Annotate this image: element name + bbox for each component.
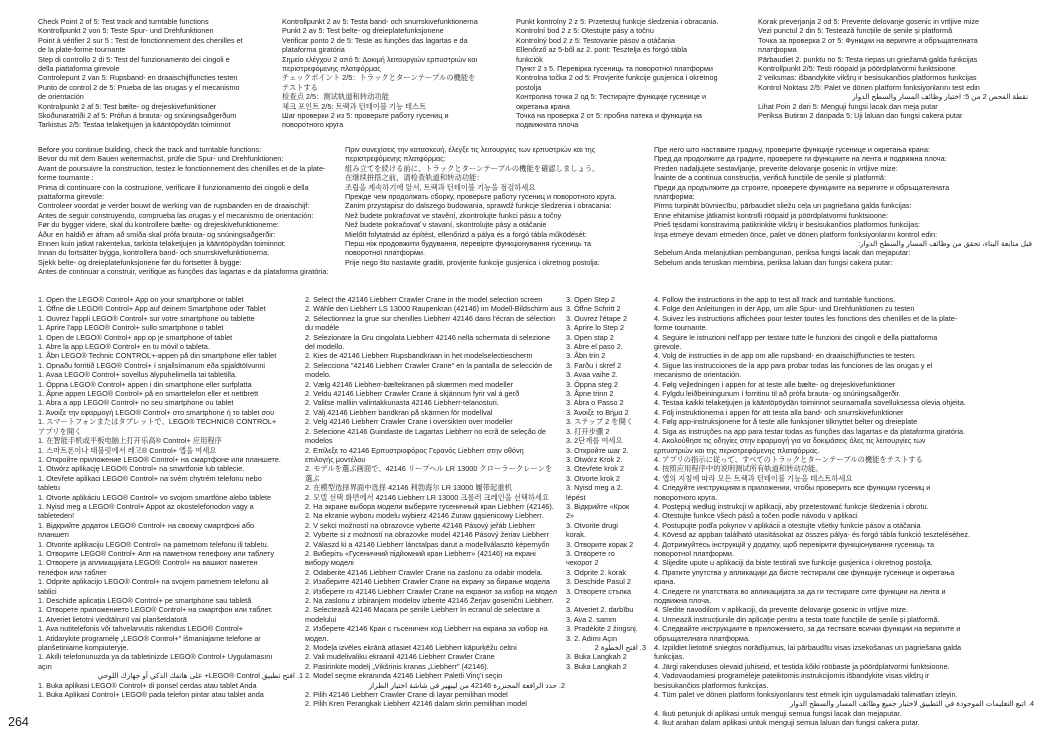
text-line: 1. Отворите LEGO® Control+ Апп на паметном телефону или таблету: [38, 548, 275, 558]
text-line: 3. 2단계를 여세요: [566, 436, 623, 446]
text-line: 4. Vadovaudamiesi programėlėje pateiktomis instrukcijomis išbandykite visas vikšrų ir: [654, 671, 930, 681]
text-line: Punkt kontrolny 2 z 5: Przetestuj funkcje śledzenia i obracania.: [516, 17, 719, 26]
checkpoint-heading-block-4: [758, 17, 1028, 120]
text-line: 3. Öffne Schritt 2: [566, 304, 621, 314]
text-line: 2. Na zaslonu z izbiranjem modelov izberite 42146 Žerjav gosenični Liebherr.: [305, 596, 554, 605]
text-line: 2. Wähle den Liebherr LS 13000 Raupenkran (42146) im Modell-Bildschirm aus: [305, 304, 563, 314]
text-line: de orientación: [38, 92, 84, 102]
text-line: Prima di continuare con la costruzione, verificare il funzionamento dei cingoli e della: [38, 182, 309, 192]
text-line: 2. Изберете го 42146 Liebherr Crawler Crane на екранот за избор на модел: [305, 586, 557, 596]
text-line: 2. 在模型选择界面中选择 42146 利勃海尔 LR 13000 履带起重机: [305, 483, 512, 493]
text-line: Antes de continuar a construir, verifique as funções das lagartas e da plataforma giratória:: [38, 267, 329, 277]
text-line: de la plate-forme tournante: [38, 45, 126, 55]
text-line: 4. Izpildiet lietotnē sniegtos norādījumus, lai pārbaudītu visas izsekošanas un pagriešana galda: [654, 643, 962, 653]
step-3-instructions: [566, 295, 646, 671]
text-line: テストする: [282, 82, 318, 92]
text-line: 1. Άνοιξε την εφαρμογή LEGO® Control+ στο smartphone ή το tablet σου: [38, 407, 275, 417]
text-line: Controleer voordat je verder bouwt de werking van de rupsbanden en de draaischijf:: [38, 201, 310, 211]
text-line: подвижна плоча.: [654, 596, 712, 605]
text-line: Pārbaudiet 2. punktu no 5: Testa riepas un griežamā galda funkcijas: [758, 54, 978, 64]
text-line: 4. アプリの指示に従って、すべてのトラックとターンテーブルの機能をテストする: [654, 454, 923, 464]
text-line: 2. Изаберите 42146 Liebherr Crawler Crane на екрану за бирање модела: [305, 577, 550, 587]
text-line: телефон или таблет: [38, 567, 107, 577]
text-line: Vezi punctul 2 din 5: Testează funcțiile de șenile și platformă: [758, 26, 953, 36]
text-line: 2 veiksmas: išbandykite vikšrų ir besisukančios platformos funkcijas: [758, 73, 977, 83]
text-line: 4. Volg de instructies in de app om alle rupsband- en draaischijffuncties te testen.: [654, 351, 916, 361]
text-line: 1. Otvorte aplikáciu LEGO® Control+ vo svojom smartfóne alebo tablete: [38, 492, 272, 502]
intro-paragraph-block-3: [654, 145, 1032, 267]
text-line: 4. Følg app-instruksjonene for å teste alle funksjoner tilknyttet belter og dreieplate: [654, 417, 918, 427]
text-line: 3. Open Step 2: [566, 295, 616, 304]
text-line: tableteden!: [38, 511, 75, 521]
text-line: funkciók: [516, 54, 543, 64]
text-line: Pirms turpināt būvniecību, pārbaudiet sliežu ceļa un pagriešana galda funkcijas:: [654, 201, 912, 211]
text-line: 1. スマートフォンまたはタブレットで、LEGO® TECHNIC® CONTROL+: [38, 417, 277, 427]
text-line: Перш ніж продовжити будування, перевірте функціонування гусениць та: [345, 239, 591, 249]
text-line: вибору моделі: [305, 558, 354, 568]
text-line: Πριν συνεχίσεις την κατασκευή, έλεγξε τις λειτουργίες των ερπυστριών και της: [345, 145, 596, 154]
text-line: 1. افتح تطبيق LEGO® Control+ على هاتفك الذكي أو جهازك اللوحي: [97, 671, 303, 681]
text-line: Σημείο ελέγχου 2 από 5: Δοκιμή λειτουργιών ερπυστριών και: [282, 54, 478, 64]
text-line: Kontrollpunkt 2 von 5: Teste Spur- und Drehfunktionen: [38, 26, 214, 36]
text-line: 4. Otestujte funkce všech pásů a točen podle návodu v aplikaci: [654, 511, 858, 521]
text-line: Пре него што наставите градњу, проверите функције гусенице и окретања крана:: [654, 145, 930, 154]
text-line: 2. Valitse malliin valintakkunasta 42146 Liebherr-telanosturi.: [305, 398, 499, 408]
text-line: アプリを開く: [38, 426, 82, 436]
text-line: Ennen kuin jatkat rakentelua, tarkista telaketjujen ja kääntöpöydän toiminnot:: [38, 239, 286, 249]
checkpoint-heading-block-2: [282, 17, 512, 130]
text-line: Avant de poursuivre la construction, testez le fonctionnement des chenilles et de la plate-: [38, 163, 326, 173]
text-line: Kontrolní bod 2 z 5: Otestujte pásy a točnu: [516, 26, 654, 36]
text-line: Áður en haldið er áfram að smíða skal prófa brauta- og snúningsaðgerðir:: [38, 229, 276, 239]
text-line: 2. Selezionare la Gru cingolata Liebherr 42146 nella schermata di selezione: [305, 332, 551, 342]
text-line: 2. Επίλεξε το 42146 Ερπυστριοφόρος Γερανός Liebherr στην οθόνη: [305, 445, 524, 455]
text-line: açın: [38, 661, 52, 671]
text-line: planšetiniame kompiuteryje.: [38, 643, 129, 653]
text-line: 4. Следете ги упатствата во апликацијата за да ги тестирате сите функции на лента и: [654, 586, 946, 596]
text-line: 1. Otevřete aplikaci LEGO® Control+ na svém chytrém telefonu nebo: [38, 473, 262, 483]
text-line: lépést: [566, 492, 586, 502]
text-line: 3. Nyisd meg a 2.: [566, 483, 623, 493]
text-line: نقطة الفحص 2 من 5: اختبار وظائف المسار والسطح الدوار: [852, 92, 1028, 102]
text-line: 1. 스마트폰이나 태블릿에서 레고® Control+ 앱을 여세요: [38, 445, 217, 455]
text-line: Punto de control 2 de 5: Prueba de las orugas y el mecanismo: [38, 82, 240, 92]
text-line: Пред да продолжите да градите, проверете ги функциите на лента и подвижна плоча:: [654, 154, 947, 164]
text-line: Innan du fortsätter bygga, kontrollera band- och snurrskivefunktionerna:: [38, 248, 270, 258]
text-line: 3. Abre el paso 2.: [566, 342, 623, 352]
checkpoint-heading-block-1: [38, 17, 278, 130]
text-line: 1. Avaa LEGO® Control+ sovellus älypuhelimella tai tabletilla.: [38, 370, 237, 380]
text-line: 1. Atidarykite programėlę „LEGO® Control+" išmaniajame telefone ar: [38, 633, 261, 643]
text-line: mecanismo de orientación.: [654, 370, 742, 380]
text-line: модел.: [305, 633, 329, 643]
text-line: 1. Öffne die LEGO® Control+ App auf deinem Smartphone oder Tablet: [38, 304, 266, 314]
text-line: 1. Abra a app LEGO® Control+ no seu smartphone ou tablet: [38, 398, 234, 408]
text-line: 2. モデルを選ぶ画面で、42146 リープヘル LR 13000 クローラークレーンを: [305, 464, 553, 474]
text-line: 3. Отворете стъпка: [566, 586, 632, 596]
text-line: 1. Open the LEGO® Control+ App on your smartphone or tablet: [38, 295, 244, 304]
page-number: 264: [8, 715, 29, 729]
text-line: Prieš tęsdami konstravimą patikrinkite vikšrų ir besisukančios platformos funkcijas:: [654, 220, 921, 230]
text-line: 4. Дотримуйтесь інструкцій у додатку, щоб перевірити функціонування гусениць та: [654, 539, 935, 549]
text-line: 1. Откройте приложение LEGO® Control+ на смартфоне или планшете.: [38, 454, 281, 464]
text-line: 4. Следвайте инструкциите в приложението, за да тествате всички функции на веригите и: [654, 624, 961, 634]
text-line: 4. Следуйте инструкциям в приложении, чтобы проверить все функции гусениц и: [654, 483, 931, 493]
text-line: Korak preverjanja 2 od 5: Preverite delovanje gosenic in vrtljive mize: [758, 17, 980, 26]
text-line: della piattaforma girevole: [38, 64, 120, 74]
text-line: Пункт 2 з 5. Перевірка гусениць та поворотної платформи: [516, 64, 713, 74]
text-line: Kontrollpunkt 2 av 5: Testa band- och snurrskivefunktionerna: [282, 17, 478, 26]
text-line: Punkt 2 av 5: Test belte- og dreieplatefunksjonene: [282, 26, 444, 36]
text-line: Kontrol Noktası 2/5: Palet ve dönen platform fonksiyonlarını test edin: [758, 82, 980, 92]
text-line: 2. Pilih Kren Perangkak Liebherr 42146 dalam skrin pemilihan model: [305, 699, 527, 709]
step-2-instructions: [305, 295, 565, 709]
text-line: 4. Järgi rakenduses olevaid juhiseid, et testida kõiki rööbaste ja pöördplatvormi funktsioone.: [654, 661, 950, 671]
step-1-instructions: [38, 295, 303, 699]
text-line: 3. Åpne trinn 2: [566, 389, 614, 399]
text-line: Lihat Poin 2 dari 5: Menguji fungsi lacak dan meja putar: [758, 101, 938, 111]
checkpoint-heading-block-3: [516, 17, 754, 130]
text-line: 3. Otwórz Krok 2.: [566, 454, 623, 464]
text-line: Kontrollpunkt 2/5: Testi rööpaid ja pöördplatvormi funktsioone: [758, 64, 956, 74]
text-line: girevole.: [654, 342, 682, 352]
text-line: チェックポイント 2/5：トラックとターンテーブルの機能を: [282, 73, 476, 83]
text-line: 3. Odprite 2. korak: [566, 567, 627, 577]
text-line: Antes de seguir construyendo, comprueba las orugas y el mecanismo de orientación:: [38, 210, 314, 220]
text-line: поворотної платформи.: [654, 548, 734, 558]
text-line: 2. Vali mudelivaliku ekraanil 42146 Liebherr Crawler Crane: [305, 652, 495, 662]
text-line: окретања крана: [516, 101, 570, 111]
text-line: 3. Ouvrez l'étape 2: [566, 313, 628, 323]
text-line: 1. Abre la app LEGO® Control+ en tu móvil o tableta.: [38, 342, 210, 352]
text-line: 在继续拼搭之前，请检查轨道和转动功能：: [345, 173, 484, 183]
text-line: İnşa etmeye devam etmeden önce, palet ve dönen platform fonksiyonlarını kontrol edin:: [654, 229, 938, 239]
text-line: Skoðunaratriði 2 af 5: Prófun á brauta- og snúningsaðgerðum: [38, 111, 237, 121]
text-line: 4. Ακολούθησε τις οδηγίες στην εφαρμογή για να δοκιμάσεις όλες τις λειτουργίες των: [654, 436, 926, 446]
text-line: tabletu: [38, 483, 60, 493]
text-line: 1. Nyisd meg a LEGO® Control+ Appot az okostelefonodon vagy a: [38, 501, 254, 511]
text-line: Než budete pokračovat ve stavění, zkontrolujte funkci pásu a točny: [345, 210, 562, 220]
text-line: du modèle: [305, 323, 340, 333]
text-line: 4. Ikuti petunjuk di aplikasi untuk menguji semua fungsi lacak dan mejaputar.: [654, 708, 902, 718]
text-line: 3. Öppna steg 2: [566, 379, 618, 389]
text-line: 4. Følg vejledningen i appen for at teste alle bælte- og drejeskivefunktioner: [654, 379, 896, 389]
text-line: Enne ehitamise jätkamist kontrolli rööpaid ja pöördplatvormi funktsioone:: [654, 210, 889, 220]
text-line: Verificar ponto 2 de 5: Teste as funções das lagartas e da: [282, 35, 468, 45]
text-line: 3. Відкрийте «Крок: [566, 501, 630, 511]
text-line: Než budete pokračovať v stavaní, skontrolujte pásy a otáčanie: [345, 220, 547, 230]
text-line: 3. Buka Langkah 2: [566, 661, 627, 671]
text-line: Ellenőrző az 5-ből az 2. pont: Teszteljа és forgó tábla: [516, 45, 688, 55]
text-line: Periksa Butiran 2 daripada 5: Uji laluan dan fungsi cakera putar: [758, 111, 963, 121]
text-line: 選ぶ: [305, 473, 320, 483]
text-line: Sjekk belte- og dreieplatefunksjonene før du fortsetter å bygge:: [38, 257, 242, 267]
text-line: 1. Åpne appen LEGO® Control+ på en smarttelefon eller et nettbrett: [38, 389, 259, 399]
text-line: Controlepunt 2 van 5: Rupsband- en draaischijffuncties testen: [38, 73, 238, 83]
text-line: 4. Suivez les instructions affichées pour tester toutes les fonctions des chenilles et de la plate-: [654, 313, 958, 323]
text-line: Tarkistus 2/5: Testaa telaketjujen ja kääntöpöydän toiminnot: [38, 120, 231, 130]
text-line: Check Point 2 of 5: Test track and turntable functions: [38, 17, 209, 26]
text-line: modelului: [305, 614, 337, 624]
text-line: обръщателната платформа.: [654, 633, 751, 643]
text-line: 4. Postępuj według instrukcji w aplikacji, aby przetestować funkcje śledzenia i obrotu.: [654, 501, 929, 511]
text-line: Before you continue building, check the track and turntable functions:: [38, 145, 262, 154]
text-line: 3. Άνοιξε το Βήμα 2: [566, 407, 629, 417]
text-line: 1. Buka aplikasi LEGO® Control+ di ponsel cerdas atau tablet Anda: [38, 680, 257, 690]
text-line: 1. Åbn LEGO® Technic CONTROL+-appen på din smartphone eller tablet: [38, 351, 277, 361]
text-line: Kontrolna točka 2 od 5: Provjerite funkcije gusjenica i okretnog: [516, 73, 718, 83]
text-line: 組み立てを続ける前に、トラックとターンテーブルの機能を確認しましょう。: [345, 163, 600, 173]
text-line: 3. Отворите корак 2: [566, 539, 634, 549]
text-line: 4. Пратите упутства у апликацији да бисте тестирали све функције гусенице и окретања: [654, 567, 955, 577]
text-line: Контролна точка 2 од 5: Тестирајте функције гусенице и: [516, 92, 707, 102]
text-line: 1. Відкрийте додаток LEGO® Control+ на своєму смартфоні або: [38, 520, 255, 530]
text-line: del modello.: [305, 342, 345, 352]
text-line: περιστρεφόμενης πλατφόρμας: [282, 64, 381, 74]
text-line: besisukančios platformos funkcijas.: [654, 680, 769, 690]
text-line: 3. Откройте шаг 2.: [566, 445, 629, 455]
text-line: поворотного круга.: [654, 492, 718, 502]
text-line: 2. Pilih 42146 Liebherr Crawler Crane di layar pemilihan model: [305, 690, 508, 700]
text-line: 2. Pasirinkite modelį „Vikšrinis kranas „Liebherr" (42146).: [305, 661, 489, 671]
text-line: 4. Siga as instruções na app para testar todas as funções das lagartas e da plataforma giratória.: [654, 426, 966, 436]
text-line: 4. 앱의 지침에 따라 모든 트랙과 턴테이블 기능을 테스트하세요: [654, 473, 853, 483]
text-line: 2. Velg 42146 Liebherr Crawler Crane i oversikten over modeller: [305, 417, 513, 427]
text-line: 3. Farðu í skref 2: [566, 360, 622, 370]
text-line: Înainte de a continua construcția, verifică funcțiile de șenile și platformă:: [654, 173, 887, 183]
text-line: postolja: [516, 82, 542, 92]
text-line: 1. Buka Aplikasi Control+ LEGO® pada telefon pintar atau tablet anda: [38, 690, 264, 700]
text-line: 1. Otvorite aplikaciju LEGO® Control+ na pametnom telefonu ili tabletu.: [38, 539, 269, 549]
text-line: 3. 2. Adımı Açın: [566, 633, 618, 643]
text-line: 3. Otevřete krok 2: [566, 464, 624, 474]
text-line: 2. V sekci možností na obrazovce vyberte 42146 Pásový jeřáb Liebherr: [305, 520, 536, 530]
text-line: 2. Sélectionnez la grue sur chenilles Liebherr 42146 dans l'écran de sélection: [305, 313, 556, 323]
text-line: 2. Válaszd ki a 42146 Liebherr lánctalpas darut a modellválasztó képernyőn: [305, 539, 550, 549]
text-line: 4. Slijedite upute u aplikaciji da biste testirali sve funkcije gusjenica i okretnog postolja.: [654, 558, 933, 568]
text-line: Prije nego što nastavite graditi, provjerite funkcije gusjenica i okretnog postolja:: [345, 257, 600, 267]
text-line: 3. 打开步骤 2: [566, 426, 610, 436]
text-line: 2. Odaberite 42146 Liebherr Crawler Crane na zaslonu za odabir modela.: [305, 567, 543, 577]
text-line: 3. Ava 2. samm: [566, 614, 617, 624]
text-line: 4. Följ instruktionerna i appen för att testa alla band- och snurrskivefunktioner: [654, 407, 904, 417]
text-line: 2. 모델 선택 화면에서 42146 Liebherr LR 13000 크롤러 크레인을 선택하세요: [305, 492, 550, 502]
text-line: Шаг проверки 2 из 5: проверьте работу гусениц и: [282, 111, 449, 121]
text-line: 조립을 계속하기에 앞서, 트랙과 턴테이블 기능을 점검하세요: [345, 182, 536, 192]
text-line: Preden nadaljujete sestavljanje, preverite delovanje gosenic in vrtljive mize:: [654, 163, 898, 173]
text-line: 2. Välj 42146 Liebherr bandkran på skärmen för modellval: [305, 407, 493, 417]
text-line: 1. 在智能手机或平板电脑上打开乐高® Control+ 应用程序: [38, 436, 222, 446]
text-line: 2. Na ekranie wyboru modelu wybierz 42146 Żuraw gąsienicowy Liebherr.: [305, 511, 544, 521]
text-line: Mielőtt folytatnád az építést, ellenőrizd a pálya és a forgó tábla működését:: [345, 229, 587, 239]
text-line: 2. На экране выбора модели выберите гусеничный кран Liebherr (42146).: [305, 501, 554, 511]
text-line: επιλογής μοντέλου: [305, 454, 366, 464]
text-line: ερπυστριών και της περιστρεφόμενης πλατφόρμας.: [654, 445, 820, 455]
text-line: 1. Akıllı telefonunuzda ya da tabletinizde LEGO® Control+ Uygulamasını: [38, 652, 273, 662]
text-line: 1. Отворете ја апликацијата LEGO® Control+ на вашиот паметен: [38, 558, 258, 568]
text-line: 1. Ava nutitelefonis või tahvelarvutis rakendus LEGO® Control+: [38, 624, 244, 634]
text-line: подвижната плоча: [516, 120, 579, 130]
text-line: 3. Otvorite drugi: [566, 520, 618, 530]
text-line: 2. Изберете 42146 Кран с гъсеничен ход Liebherr на екрана за избор на: [305, 624, 548, 634]
text-line: 1. Deschide aplicația LEGO® Control+ pe smartphone sau tabletă: [38, 596, 252, 605]
text-line: 1. Open de LEGO® Control+ app op je smartphone of tablet: [38, 332, 233, 342]
text-line: 3. ステップ 2 を開く: [566, 417, 634, 427]
text-line: платформа: [758, 45, 797, 55]
text-line: 3. Open stap 2: [566, 332, 614, 342]
text-line: 1. Отворете приложението LEGO® Control+ на смартфон или таблет.: [38, 605, 273, 615]
text-line: forme tournante :: [38, 173, 94, 183]
text-line: поворотної платформи.: [345, 248, 425, 258]
text-line: Преди да продължите да строите, проверете функциите на веригите и обръщателната: [654, 182, 950, 192]
text-line: 4. Postupujte podľa pokynov v aplikácii a otestujte všetky funkcie pásov a otáčania: [654, 520, 921, 530]
text-line: 2. Vælg 42146 Liebherr-bæltekranen på skærmen med modeller: [305, 379, 514, 389]
text-line: περιστρεφόμενης πλατφόρμας:: [345, 154, 446, 164]
text-line: 1. Odprite aplikacijo LEGO® Control+ na svojem pametnem telefonu ali: [38, 577, 269, 587]
text-line: 2. Modeļa izvēles ekrānā atlasiet 42146 Liebherr kāpurķēžu celtni: [305, 643, 517, 653]
text-line: 1. Atveriet lietotni viedtālrunī vai planšetdatorā: [38, 614, 187, 624]
text-line: Step di controllo 2 di 5: Test del funzionamento dei cingoli e: [38, 54, 230, 64]
text-line: 4. Sledite navodilom v aplikaciji, da preverite delovanje gosenic in vrtljive mize.: [654, 605, 908, 615]
text-line: 4. Ikut arahan dalam aplikasi untuk menguji semua laluan dan fungsi cakera putar.: [654, 718, 920, 728]
text-line: Kontrolpunkt 2 af 5: Test bælte- og drejeskivefunktioner: [38, 101, 217, 111]
text-line: Sebelum anda teruskan membina, periksa laluan dan fungsi cakera putar:: [654, 257, 893, 267]
text-line: 4. Testaa kaikki telaketjujen ja kääntöpöydän toiminnot seuraamalla sovelluksessa olevia ohjeita.: [654, 398, 966, 408]
text-line: 2: [566, 596, 571, 605]
text-line: forme tournante.: [654, 323, 708, 333]
text-line: 2. Kies de 42146 Liebherr Rupsbandkraan in het modelselectiescherm: [305, 351, 533, 361]
text-line: Før du bygger videre, skal du kontrollere bælte- og drejeskivefunktionerne:: [38, 220, 279, 230]
intro-paragraph-block-1: [38, 145, 336, 277]
text-line: 3. Buka Langkah 2: [566, 652, 627, 662]
text-line: Точка за проверка 2 от 5: Функции на веригите и обръщателната: [758, 35, 978, 45]
intro-paragraph-block-2: [345, 145, 640, 267]
text-line: 1. Aprire l'app LEGO® Control+ sullo smartphone o tablet: [38, 323, 224, 333]
text-line: поворотного круга: [282, 120, 344, 130]
text-line: 2. Vyberte si z možností na obrazovke model 42146 Pásový žeriav Liebherr: [305, 530, 549, 540]
text-line: 2. Model seçme ekranında 42146 Liebherr Paletli Vinç'i seçin: [305, 671, 503, 681]
text-line: Bevor du mit dem Bauen weitermachst, prüfe die Spur- und Drehfunktionen:: [38, 154, 284, 164]
text-line: 3. Atveriet 2. darbību: [566, 605, 634, 615]
text-line: 检查点 2/5：测试轨道和转动功能: [282, 92, 390, 102]
text-line: 4. Folge den Anleitungen in der App, um alle Spur- und Drehfunktionen zu testen: [654, 304, 915, 314]
text-line: 4. Fylgdu leiðbeiningunum í forritinu til að prófa brauta- og snúningsaðgerðir.: [654, 389, 901, 399]
text-line: modelos: [305, 436, 333, 446]
text-line: 2. Виберіть «Гусеничний підйомний кран Liebherr» (42146) на екрані: [305, 548, 536, 558]
text-line: Kontrolný bod 2 z 5: Testovanie pásov a otáčania: [516, 35, 675, 45]
text-line: 4. 按照应用程序中的说明测试所有轨道和转动功能。: [654, 464, 823, 474]
text-line: 3. Aprire lo Step 2: [566, 323, 625, 333]
text-line: Zanim przystąpisz do dalszego budowania, sprawdź funkcje śledzenia i obracania:: [345, 201, 612, 211]
text-line: 2»: [566, 511, 575, 521]
text-line: Прежде чем продолжать сборку, проверьте работу гусениц и поворотного круга.: [345, 192, 617, 202]
text-line: funkcijas.: [654, 652, 685, 662]
text-line: планшеті: [38, 530, 69, 540]
text-line: 2. Veldu 42146 Liebherr Crawler Crane á skjánnum fyrir val á gerð: [305, 389, 520, 399]
text-line: 4. اتبع التعليمات الموجودة في التطبيق لاختبار جميع وظائف المسار والسطح الدوار: [789, 699, 1034, 709]
text-line: чекорот 2: [566, 558, 599, 568]
text-line: 3. Отворете го: [566, 548, 615, 558]
text-line: piattaforma girevole:: [38, 192, 105, 202]
text-line: Sebelum Anda melanjutkan pembangunan, periksa fungsi lacak dan mejaputar:: [654, 248, 911, 258]
text-line: крана.: [654, 577, 676, 587]
text-line: 3. Pradėkite 2 žingsnį.: [566, 624, 638, 634]
text-line: plataforma giratória: [282, 45, 345, 55]
text-line: 2. Selectează 42146 Macara pe șenile Liebherr în ecranul de selectare a: [305, 605, 540, 615]
text-line: قبل متابعة البناء، تحقق من وظائف المسار والسطح الدوار:: [858, 239, 1032, 249]
text-line: 3. Avaa vaihe 2.: [566, 370, 618, 380]
text-line: 4. Kövesd az appban található utasításokat az összes pálya- és forgó tábla funkció teszteléséhez.: [654, 530, 970, 540]
text-line: 2. Selecciona "42146 Liebherr Crawler Crane" en la pantalla de selección de: [305, 360, 553, 370]
step-4-instructions: [654, 295, 1034, 728]
text-line: 2. Selecione 42146 Guindaste de Lagartas Liebherr no ecrã de seleção de: [305, 426, 546, 436]
text-line: 1. Otwórz aplikację LEGO® Control+ na smartfonie lub tablecie.: [38, 464, 245, 474]
text-line: 3. افتح الخطوة 2: [594, 643, 646, 653]
text-line: 1. Opnaðu forritið LEGO® Control+ í snjallsímanum eða spjaldtölvunni: [38, 360, 266, 370]
text-line: 2. Select the 42146 Liebherr Crawler Crane in the model selection screen: [305, 295, 543, 304]
text-line: Point à vérifier 2 sur 5 : Test de fonctionnement des chenilles et: [38, 35, 243, 45]
text-line: 4. Urmează instrucțiunile din aplicație pentru a testa toate funcțiile de șenile și platformă.: [654, 614, 940, 624]
text-line: 2. حدد الرافعة المجنزرة 42146 من ليبهير في شاشة اختيار الطراز: [368, 680, 565, 690]
text-line: 3. Abra o Passo 2: [566, 398, 624, 408]
text-line: платформа:: [654, 192, 695, 202]
text-line: korak.: [566, 530, 586, 540]
text-line: 체크 포인트 2/5: 트랙과 턴테이블 기능 테스트: [282, 101, 427, 111]
text-line: 3. Otvorte krok 2: [566, 473, 620, 483]
text-line: Точка на проверка 2 от 5: пробна патека и функција на: [516, 111, 702, 121]
text-line: 1. Öppna LEGO® Control+ appen i din smartphone eller surfplatta: [38, 379, 252, 389]
text-line: 1. Ouvrez l'appli LEGO® Control+ sur votre smartphone ou tablette: [38, 313, 255, 323]
text-line: modelo.: [305, 370, 331, 380]
text-line: 4. Sigue las instrucciones de la app para probar todas las funciones de las orugas y el: [654, 360, 933, 370]
text-line: 4. Follow the instructions in the app to test all track and turntable functions.: [654, 295, 896, 304]
text-line: 3. Åbn trin 2: [566, 351, 606, 361]
text-line: 4. Seguire le istruzioni nell'app per testare tutte le funzioni dei cingoli e della piattaforma: [654, 332, 938, 342]
text-line: 4. Tüm palet ve dönen platform fonksiyonlarını test etmek için uygulamadaki talimatları izleyin.: [654, 690, 958, 700]
text-line: 3. Deschide Pasul 2: [566, 577, 631, 587]
text-line: tablici: [38, 586, 57, 596]
